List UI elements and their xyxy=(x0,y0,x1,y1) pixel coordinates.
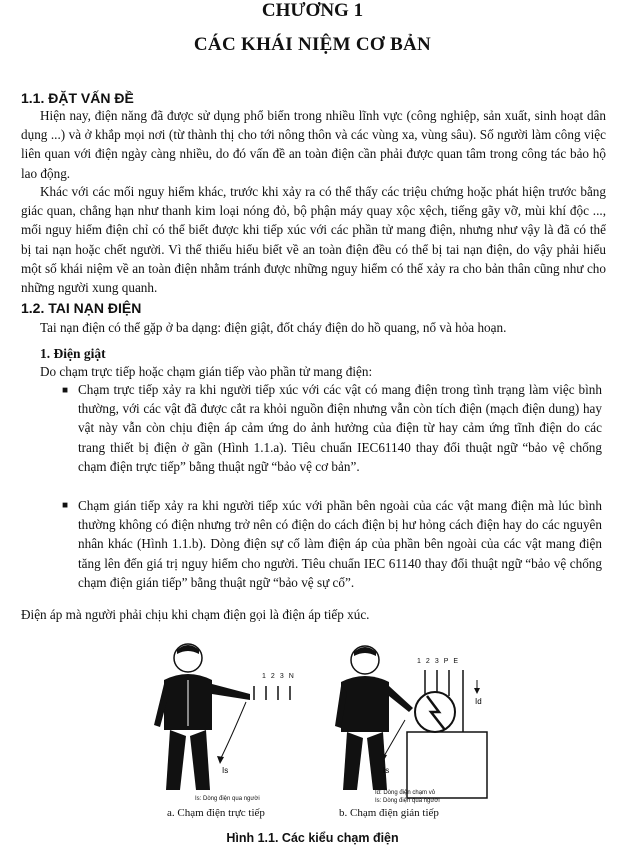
person-body-icon xyxy=(341,676,389,732)
section-heading-1-2: 1.2. TAI NẠN ĐIỆN xyxy=(21,300,142,316)
caption-b: b. Chạm điện gián tiếp xyxy=(339,807,439,819)
section-heading-1-1: 1.1. ĐẶT VẤN ĐỀ xyxy=(21,90,134,106)
closing-sentence: Điện áp mà người phải chịu khi chạm điện gọi là điện áp tiếp xúc. xyxy=(21,607,370,622)
bullet-marker-1: ■ xyxy=(62,385,69,396)
bullet-text-1: Chạm trực tiếp xảy ra khi người tiếp xúc với các vật có mang điện trong tình trạng làm việc bình thường, với các vật đã được cắt ra khỏi nguồn điện nhưng vẫn còn tích điện (mạch điện dung) hay vật này vẫn còn chịu điện áp cảm ứng do ảnh hưởng của điện từ hay cảm ứng tĩnh điện do các trang thiết bị điện ở gần (Hình 1.1.a). Tiêu chuẩn IEC61140 thay đổi thuật ngữ “bảo vệ chống chạm điện trực tiếp” bằng thuật ngữ “bảo vệ cơ bản”. xyxy=(78,382,602,474)
caption-a: a. Chạm điện trực tiếp xyxy=(167,807,265,819)
phase-labels-b: 123PE xyxy=(417,658,464,665)
phase-labels-a: 123N xyxy=(262,673,299,680)
figure-title: Hình 1.1. Các kiểu chạm điện xyxy=(226,831,399,845)
paragraph-1: Hiện nay, điện năng đã được sử dụng phổ biến trong nhiều lĩnh vực (công nghiệp, sản xuất, sinh hoạt dân dụng ...) và ở khắp mọi nơi (từ thành thị cho tới nông thôn và các vùng xa, vùng sâu). Số người làm công việc liên quan với điện ngày càng nhiều, do đó vấn đề an toàn điện cần phải được quan tâm trong công tác bảo hộ lao động. xyxy=(21,108,606,181)
legend-b-1: Id: Dòng điện chạm vỏ xyxy=(375,790,436,796)
subsection-intro: Do chạm trực tiếp hoặc chạm gián tiếp vào phần tử mang điện: xyxy=(40,364,373,379)
section-intro: Tai nạn điện có thể gặp ở ba dạng: điện giật, đốt cháy điện do hồ quang, nổ và hỏa hoạn. xyxy=(40,320,507,335)
subsection-heading: 1. Điện giật xyxy=(40,346,106,361)
bullet-text-2: Chạm gián tiếp xảy ra khi người tiếp xúc với phần bên ngoài của các vật mang điện mà lúc bình thường không có điện nhưng trở nên có điện do cách điện bị hư hỏng cách điện hay do các nguyên nhân khác (Hình 1.1.b). Dòng điện sự cố làm điện áp của phần bên ngoài của các vật mang điện tăng lên đến giá trị nguy hiểm cho người. Tiêu chuẩn IEC 61140 thay đổi thuật ngữ “bảo vệ chống chạm điện gián tiếp” bằng thuật ngữ “bảo vệ sự cố”. xyxy=(78,498,602,590)
equipment-enclosure xyxy=(407,732,487,798)
legend-a: Is: Dòng điện qua người xyxy=(195,796,260,802)
chapter-number: CHƯƠNG 1 xyxy=(261,0,364,21)
bullet-marker-2: ■ xyxy=(62,500,69,511)
fault-label-b: Id xyxy=(475,697,482,706)
legend-b-2: Is: Dòng điện qua người xyxy=(375,798,440,804)
chapter-title: CÁC KHÁI NIỆM CƠ BẢN xyxy=(193,34,432,55)
current-label-b: Is xyxy=(383,766,390,775)
paragraph-2: Khác với các mối nguy hiểm khác, trước khi xảy ra có thể thấy các triệu chứng hoặc phát hiện trước bằng giác quan, chẳng hạn như thanh kim loại nóng đỏ, bộ phận máy quay xộc xệch, tiếng gãy vỡ, mùi khí độc ..., mối nguy hiểm điện chỉ có thể biết được khi tiếp xúc với các phần tử mang điện, nhưng như vậy là đã có thể bị tai nạn hoặc chết người. Vì thế thiếu hiểu biết về an toàn điện đều có thể bị tai nạn điện, do vậy phải hiểu một số khái niệm về an toàn điện nhằm tránh được những nguy hiểm có thể xảy ra cho bản thân cũng như cho những người xung quanh. xyxy=(21,184,606,296)
figure-a-diagram xyxy=(150,640,320,795)
current-label-a: Is xyxy=(222,766,229,775)
